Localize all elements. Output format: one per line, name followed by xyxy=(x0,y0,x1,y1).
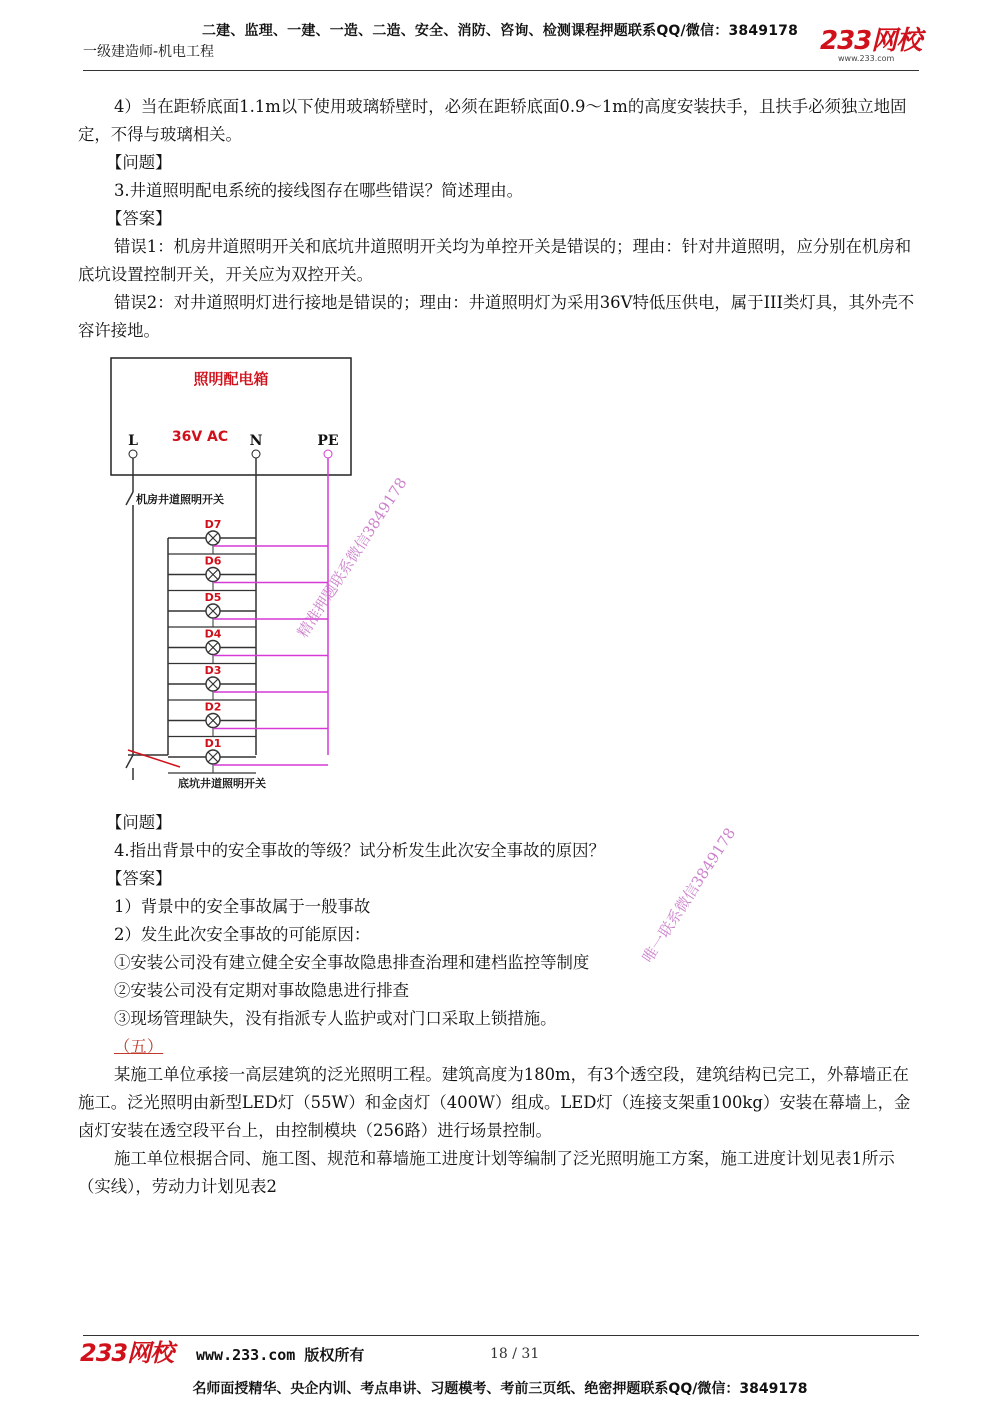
logo-url: www.233.com xyxy=(838,54,895,63)
question-4: 4.指出背景中的安全事故的等级？试分析发生此次安全事故的原因？ xyxy=(114,841,605,860)
lamp-label-d4: D4 xyxy=(204,627,222,641)
question-3: 3.井道照明配电系统的接线图存在哪些错误？简述理由。 xyxy=(114,181,524,200)
voltage-label: 36V AC xyxy=(171,429,229,445)
question-label-2: 【问题】 xyxy=(106,813,172,832)
paragraph-1: 4）当在距轿底面1.1m以下使用玻璃轿壁时，必须在距轿底面0.9～1m的高度安装扶手，且扶手必须独立地固定，不得与玻璃相关。 xyxy=(78,97,907,144)
footer-divider xyxy=(83,1335,919,1336)
terminal-pe: PE xyxy=(317,433,339,449)
lamp-group xyxy=(168,518,328,773)
terminal-l-dot xyxy=(129,450,137,458)
footer-site: www.233.com 版权所有 xyxy=(196,1346,365,1364)
lamp-label-d1: D1 xyxy=(204,737,222,750)
header-divider xyxy=(83,70,919,71)
answer-4-4: ②安装公司没有定期对事故隐患进行排查 xyxy=(114,981,410,1000)
lamp-label-d5: D5 xyxy=(204,591,222,604)
terminal-n: N xyxy=(249,433,263,449)
bottom-switch-link xyxy=(128,750,180,767)
answer-label: 【答案】 xyxy=(106,209,172,228)
box-title: 照明配电箱 xyxy=(193,370,269,388)
header-logo xyxy=(820,28,930,68)
answer-4-5: ③现场管理缺失，没有指派专人监护或对门口采取上锁措施。 xyxy=(114,1009,557,1028)
terminal-n-dot xyxy=(252,450,260,458)
switch-bottom-label: 底坑井道照明开关 xyxy=(178,777,266,790)
terminal-l: L xyxy=(128,433,138,449)
answer-4-3: ①安装公司没有建立健全安全事故隐患排查治理和建档监控等制度 xyxy=(114,953,590,972)
logo-text: 233网校 xyxy=(820,26,922,56)
lamp-label-d3: D3 xyxy=(204,664,222,677)
error-1: 错误1：机房井道照明开关和底坑井道照明开关均为单控开关是错误的；理由：针对井道照明，应分别在机房和底坑设置控制开关，开关应为双控开关。 xyxy=(78,237,912,284)
header-banner: 二建、监理、一建、一造、二造、安全、消防、咨询、检测课程押题联系QQ/微信：3849178 xyxy=(201,23,799,39)
background-1: 某施工单位承接一高层建筑的泛光照明工程。建筑高度为180m，有3个透空段，建筑结构已完工，外幕墙正在施工。泛光照明由新型LED灯（55W）和金卤灯（400W）组成。LED灯（连接支架重100kg）安装在幕墙上，金卤灯安装在透空段平台上，由控制模块（256路）进行场景控制。 xyxy=(78,1065,911,1140)
footer-logo xyxy=(80,1340,173,1366)
page-number: 18 / 31 xyxy=(490,1346,540,1362)
watermark-2: 唯一联系微信3849178 xyxy=(638,824,740,966)
lamp-label-d2: D2 xyxy=(204,700,222,714)
section-heading: （五） xyxy=(114,1037,164,1056)
footer-logo-text: 233网校 xyxy=(80,1339,174,1367)
terminal-pe-dot xyxy=(324,450,332,458)
lamp-label-d7: D7 xyxy=(204,518,222,531)
answer-4-1: 1）背景中的安全事故属于一般事故 xyxy=(114,897,371,916)
wiring-diagram xyxy=(108,355,468,795)
lamp-label-d6: D6 xyxy=(204,554,222,568)
background-2: 施工单位根据合同、施工图、规范和幕墙施工进度计划等编制了泛光照明施工方案，施工进度计划见表1所示（实线），劳动力计划见表2 xyxy=(78,1149,895,1196)
watermark-1: 精准押题联系微信3849178 xyxy=(293,474,411,641)
answer-label-2: 【答案】 xyxy=(106,869,172,888)
error-2: 错误2：对井道照明灯进行接地是错误的；理由：井道照明灯为采用36V特低压供电，属于III类灯具，其外壳不容许接地。 xyxy=(78,293,915,340)
subject-title: 一级建造师-机电工程 xyxy=(83,44,215,60)
footer-banner: 名师面授精华、央企内训、考点串讲、习题模考、考前三页纸、绝密押题联系QQ/微信：3849178 xyxy=(192,1381,808,1397)
answer-4-2: 2）发生此次安全事故的可能原因： xyxy=(114,925,371,944)
switch-top-label: 机房井道照明开关 xyxy=(136,493,224,506)
question-label: 【问题】 xyxy=(106,153,172,172)
